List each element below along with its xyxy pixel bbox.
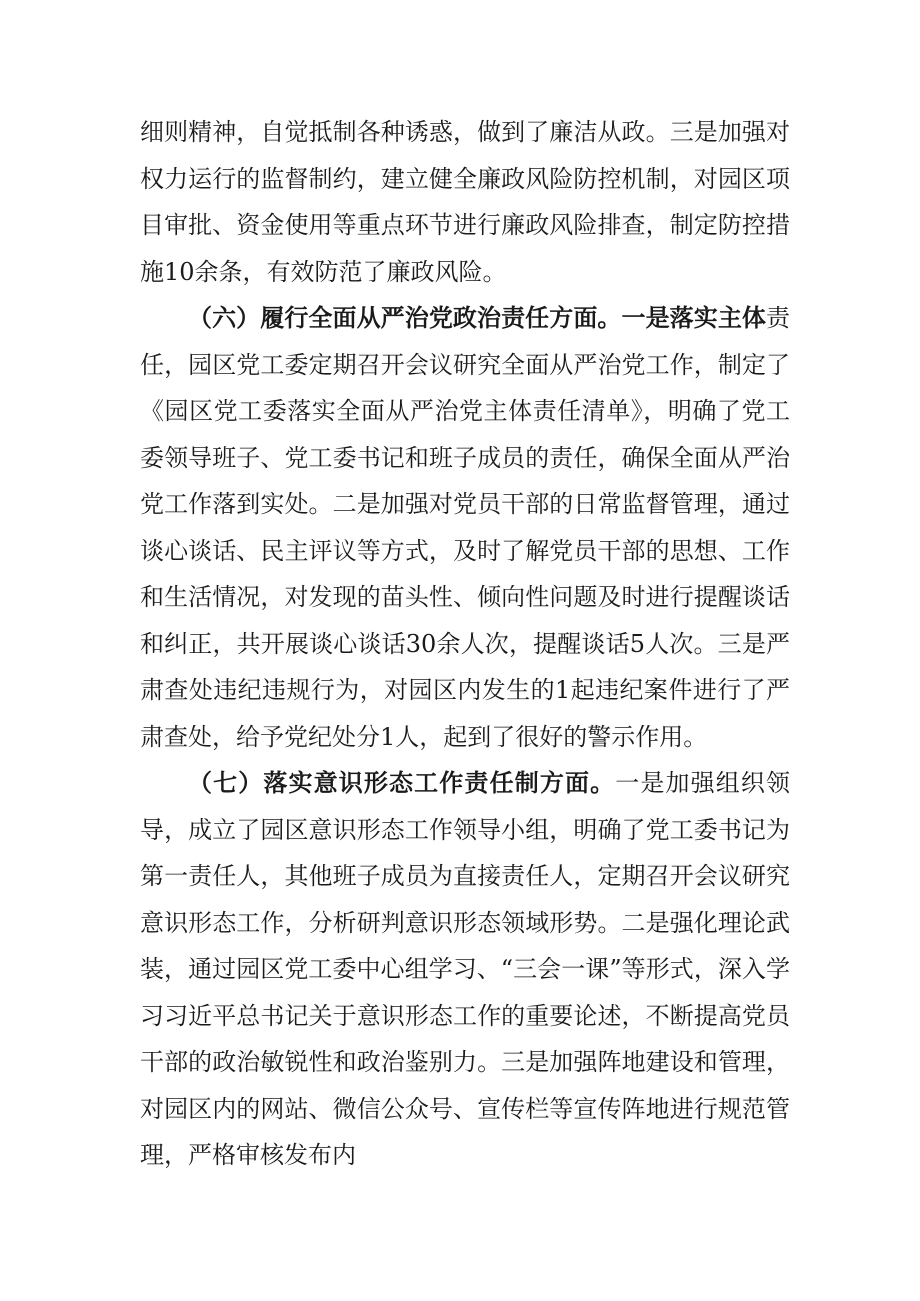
section-heading-6: （六）履行全面从严治党政治责任方面。 bbox=[188, 303, 622, 332]
paragraph-2 bbox=[140, 295, 790, 760]
paragraph-1 bbox=[140, 109, 790, 295]
paragraph-1-text: 细则精神，自觉抵制各种诱惑，做到了廉洁从政。三是加强对权力运行的监督制约，建立健全廉政风险防控机制，对园区项目审批、资金使用等重点环节进行廉政风险排查，制定防控措施10余条，有效防范了廉政风险。 bbox=[140, 118, 790, 286]
paragraph-3-text: 一是加强组织领导，成立了园区意识形态工作领导小组，明确了党工委书记为第一责任人，其他班子成员为直接责任人，定期召开会议研究意识形态工作，分析研判意识形态领域形势。二是强化理论武装，通过园区党工委中心组学习、“三会一课”等形式，深入学习习近平总书记关于意识形态工作的重要论述，不断提高党员干部的政治敏锐性和政治鉴别力。三是加强阵地建设和管理，对园区内的网站、微信公众号、宣传栏等宣传阵地进行规范管理，严格审核发布内 bbox=[140, 769, 791, 1169]
document-body bbox=[140, 109, 790, 1179]
section-6-lead: 一是落实主体 bbox=[621, 303, 766, 332]
section-heading-7: （七）落实意识形态工作责任制方面。 bbox=[188, 768, 616, 797]
paragraph-2-text: 责任，园区党工委定期召开会议研究全面从严治党工作，制定了《园区党工委落实全面从严治党主体责任清单》，明确了党工委领导班子、党工委书记和班子成员的责任，确保全面从严治党工作落到实处。二是加强对党员干部的日常监督管理，通过谈心谈话、民主评议等方式，及时了解党员干部的思想、工作和生活情况，对发现的苗头性、倾向性问题及时进行提醒谈话和纠正，共开展谈心谈话30余人次，提醒谈话5人次。三是严肃查处违纪违规行为，对园区内发生的1起违纪案件进行了严肃查处，给予党纪处分1人，起到了很好的警示作用。 bbox=[140, 304, 790, 751]
paragraph-3 bbox=[140, 760, 790, 1179]
